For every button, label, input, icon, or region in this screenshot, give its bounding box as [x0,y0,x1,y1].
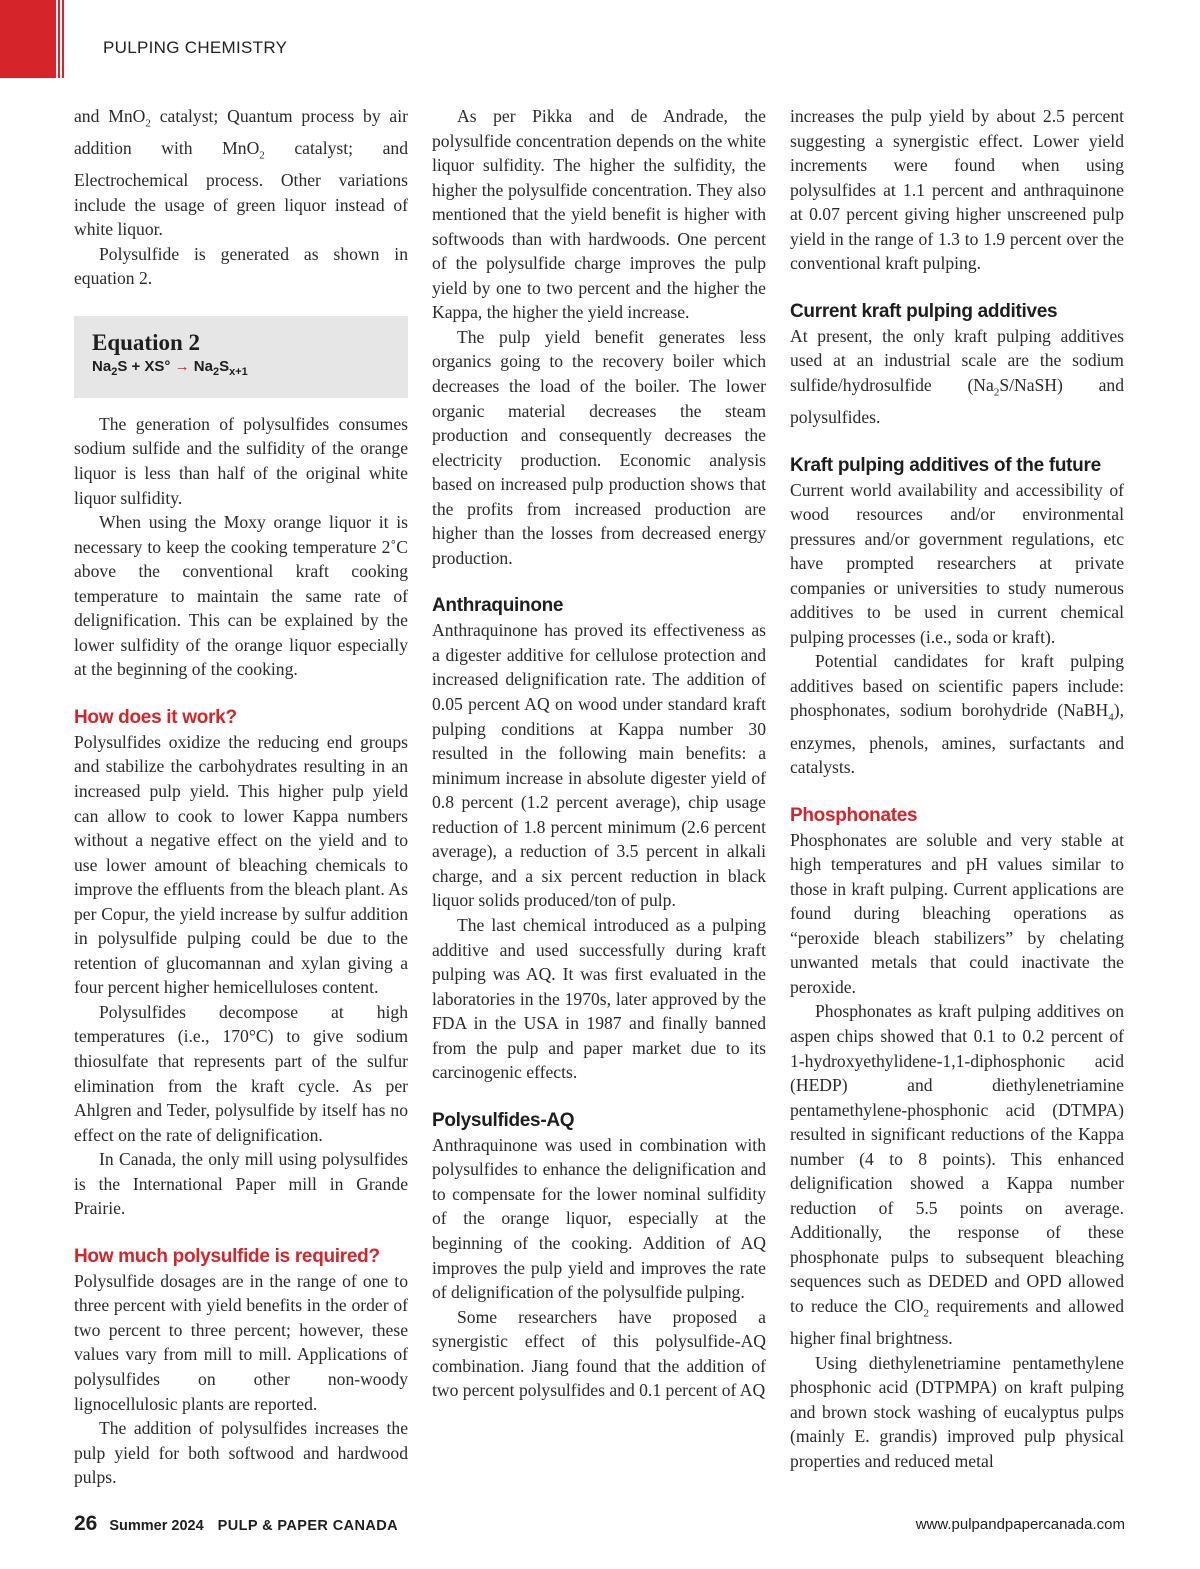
color-bar-stripe [56,0,58,78]
paragraph: The generation of polysulfides consumes sodium sulfide and the sulfidity of the orange liquor is less than half of the original white liquor sulfidity. [74,413,408,508]
issue-label: Summer 2024 [109,1518,204,1534]
equation-box [74,316,408,398]
subheading-polysulfides-aq: Polysulfides-AQ [432,1109,575,1131]
equation-title: Equation 2 [92,329,201,355]
arrow-icon: → [174,357,190,375]
footer-left [74,1512,398,1536]
paragraph: When using the Moxy orange liquor it is necessary to keep the cooking temperature 2˚C above the conventional kraft cooking temperature to maintain the same rate of delignification. This can be explained by the lower sulfidity of the orange liquor especially at the beginning of the cooking. [74,512,408,680]
magazine-name: PULP & PAPER CANADA [217,1518,398,1534]
column-1 [74,104,408,1490]
subheading-how-much-polysulfide: How much polysulfide is required? [74,1245,380,1267]
subheading-future-additives: Kraft pulping additives of the future [790,454,1101,476]
paragraph: Anthraquinone has proved its effectiveness as a digester additive for cellulose protection and increased delignification rate. The addition of 0.05 percent AQ on wood under standard kraft pulping conditions at Kappa number 30 resulted in the following main benefits: a minimum increase in absolute digester yield of 0.8 percent (1.2 percent average), chip usage reduction of 1.8 percent minimum (2.6 percent average), a reduction of 3.5 percent in alkali charge, and a six percent reduction in black liquor solids produced/ton of pulp. [432,620,766,911]
paragraph: The addition of polysulfides increases the pulp yield for both softwood and hardwood pulps. [74,1418,408,1488]
section-label: PULPING CHEMISTRY [103,38,288,57]
paragraph: Polysulfides oxidize the reducing end groups and stabilize the carbohydrates resulting in an increased pulp yield. This higher pulp yield can allow to cook to lower Kappa numbers without a negative effect on the yield and to use lower amount of bleaching chemicals to improve the effluents from the bleach plant. As per Copur, the yield increase by sulfur addition in polysulfide pulping could be due to the retention of glucomannan and xylan giving a four percent higher hemicelluloses content. [74,731,408,998]
paragraph: The last chemical introduced as a pulping additive and used successfully during kraft pulping was AQ. It was first evaluated in the laboratories in the 1970s, later approved by the FDA in the USA in 1987 and finally banned from the pulp and paper market due to its carcinogenic effects. [432,914,766,1083]
paragraph: Polysulfide dosages are in the range of one to three percent with yield benefits in the order of two percent to three percent; however, these values vary from mill to mill. Applications of polysulfides on other non-woody lignocellulosic plants are reported. [74,1270,408,1414]
paragraph: Phosphonates are soluble and very stable at high temperatures and pH values similar to those in kraft pulping. Current applications are found during bleaching operations as “peroxide bleach stabilizers” by chelating unwanted metals that could inactivate the peroxide. [790,829,1124,997]
paragraph: In Canada, the only mill using polysulfides is the International Paper mill in Grande Prairie. [74,1149,408,1219]
subheading-phosphonates: Phosphonates [790,804,918,826]
section-color-bar [0,0,64,78]
paragraph: Using diethylenetriamine pentamethylene phosphonic acid (DTPMPA) on kraft pulping and brown stock washing of eucalyptus pulps (mainly E. grandis) improved pulp physical properties and reduced metal [790,1352,1124,1471]
paragraph: Polysulfides decompose at high temperatures (i.e., 170°C) to give sodium thiosulfate that represents part of the sulfur elimination from the kraft cycle. As per Ahlgren and Teder, polysulfide by itself has no effect on the rate of delignification. [74,1001,408,1145]
paragraph: Anthraquinone was used in combination with polysulfides to enhance the delignification and to compensate for the lower nominal sulfidity of the orange liquor, especially at the beginning of the cooking. Addition of AQ improves the pulp yield and improves the rate of delignification of the polysulfide pulping. [432,1134,766,1303]
paragraph: increases the pulp yield by about 2.5 percent suggesting a synergistic effect. Lower yield increments were found when using polysulfides at 1.1 percent and anthraquinone at 0.07 percent giving higher unscreened pulp yield in the range of 1.3 to 1.9 percent over the conventional kraft pulping. [790,106,1124,274]
website-link[interactable]: www.pulpandpapercanada.com [915,1516,1125,1533]
subheading-how-does-it-work: How does it work? [74,706,237,728]
column-3 [790,104,1124,1473]
color-bar-stripe [60,0,62,78]
paragraph: Current world availability and accessibility of wood resources and/or environmental pressures and/or government regulations, etc have prompted researchers at private companies or universities to study numerous additives to be used in current chemical pulping processes (i.e., soda or kraft). [790,479,1124,647]
paragraph: Phosphonates as kraft pulping additives on aspen chips showed that 0.1 to 0.2 percent of 1-hydroxyethylidene-1,1-diphosphonic acid (HEDP) and diethylenetriamine pentamethylene-phosphonic acid (DTMPA) resulted in significant reductions of the Kappa number (4 to 8 points). This enhanced delignification showed a Kappa number reduction of 5.5 points on average. Additionally, the response of these phosphonate pulps to subsequent bleaching sequences such as DEDED and OPD allowed to reduce the ClO$_2$ requirements and allowed higher final brightness. [790,1001,1124,1349]
subheading-anthraquinone: Anthraquinone [432,595,564,617]
equation-formula: $Na_2S + XS^\circ \to Na_2S_{x+1}$ [92,357,248,378]
subheading-current-kraft-additives: Current kraft pulping additives [790,300,1058,322]
paragraph: The pulp yield benefit generates less organics going to the recovery boiler which decreases the load of the boiler. The lower organic material decreases the steam production and consequently decreases the electricity production. Economic analysis based on increased pulp production shows that the profits from increased production are higher than the losses from decreased energy production. [432,326,766,568]
paragraph: As per Pikka and de Andrade, the polysulfide concentration depends on the white liquor sulfidity. The higher the sulfidity, the higher the polysulfide concentration. They also mentioned that the yield benefit is higher with softwoods than with hardwoods. One percent of the polysulfide charge improves the pulp yield by one to two percent and the higher the Kappa, the higher the yield increase. [432,106,766,323]
column-2 [432,104,766,1403]
paragraph: At present, the only kraft pulping additives used at an industrial scale are the sodium sulfide/hydrosulfide $(Na_2S/NaSH)$ and polysulfides. [790,325,1124,427]
paragraph: and MnO$_2$ catalyst; Quantum process by air addition with MnO$_2$ catalyst; and Electrochemical process. Other variations include the usage of green liquor instead of white liquor. [74,106,408,240]
paragraph: Potential candidates for kraft pulping additives based on scientific papers include: phosphonates, sodium borohydride (NaBH$_4$), enzymes, phenols, amines, surfactants and catalysts. [790,651,1124,778]
paragraph: Polysulfide is generated as shown in equation 2. [74,243,408,289]
page-number: 26 [74,1512,98,1535]
paragraph: Some researchers have proposed a synergistic effect of this polysulfide-AQ combination. Jiang found that the addition of two percent polysulfides and 0.1 percent of AQ [432,1306,766,1401]
